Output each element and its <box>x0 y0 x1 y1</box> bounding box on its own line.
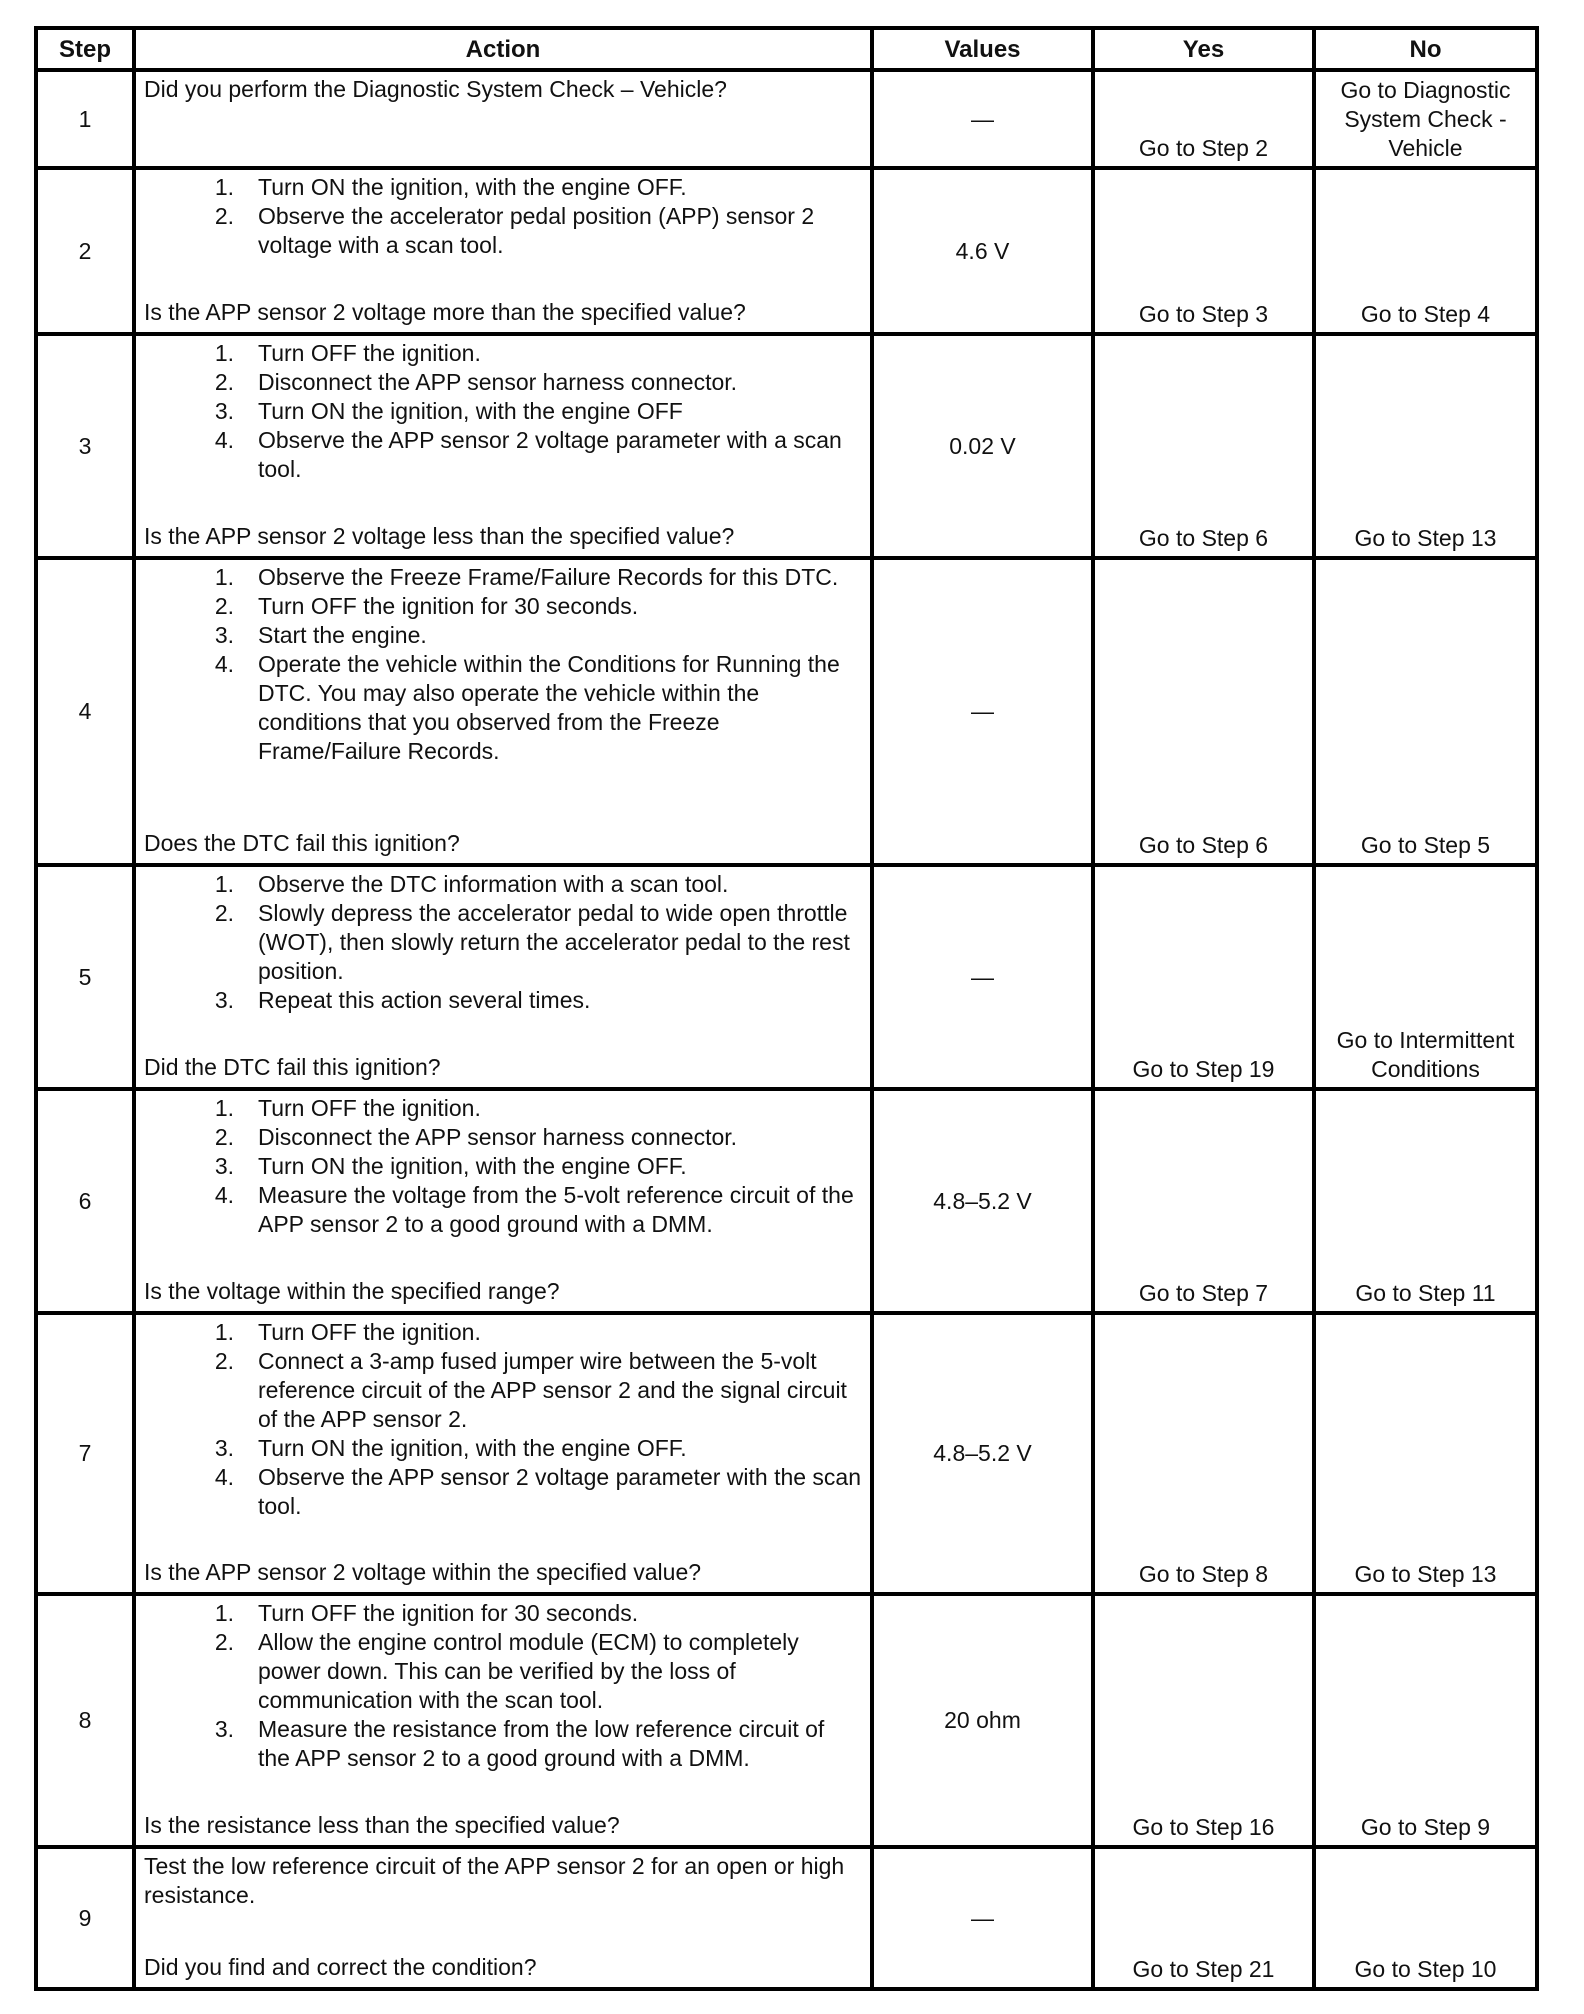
list-item-text: Turn ON the ignition, with the engine OFF. <box>258 174 687 200</box>
step-number: 2 <box>36 168 134 334</box>
list-item-number: 3. <box>214 987 234 1013</box>
header-step: Step <box>36 28 134 70</box>
action-steps-list <box>144 1318 862 1521</box>
list-item <box>144 563 862 592</box>
action-steps-list <box>144 563 862 766</box>
list-item-number: 1. <box>214 871 234 897</box>
list-item-number: 4. <box>214 427 234 453</box>
list-item <box>144 621 862 650</box>
specified-value: — <box>872 558 1093 865</box>
action-cell <box>134 1089 872 1313</box>
list-item-number: 4. <box>214 1464 234 1490</box>
action-question: Is the resistance less than the specified value? <box>144 1812 620 1838</box>
table-row <box>36 558 1537 865</box>
no-result-text: Go to Diagnostic System Check - Vehicle <box>1340 77 1511 161</box>
list-item-text: Measure the resistance from the low reference circuit of the APP sensor 2 to a good ground with a DMM. <box>258 1716 825 1771</box>
list-item <box>144 592 862 621</box>
list-item-text: Turn OFF the ignition. <box>258 340 481 366</box>
yes-result-text: Go to Step 19 <box>1132 1056 1275 1082</box>
list-item-text: Observe the APP sensor 2 voltage parameter with the scan tool. <box>258 1464 862 1519</box>
list-item-number: 1. <box>214 1319 234 1345</box>
no-result-text: Go to Step 13 <box>1354 1561 1497 1587</box>
action-question: Is the APP sensor 2 voltage within the specified value? <box>144 1559 702 1585</box>
no-result-text: Go to Step 4 <box>1360 301 1491 327</box>
list-item-text: Turn OFF the ignition for 30 seconds. <box>258 593 639 619</box>
yes-result <box>1093 558 1314 865</box>
list-item <box>144 426 862 484</box>
step-number: 8 <box>36 1594 134 1847</box>
specified-value: — <box>872 70 1093 168</box>
no-result <box>1314 70 1537 168</box>
list-item-number: 3. <box>214 622 234 648</box>
list-item-number: 2. <box>214 1629 234 1655</box>
action-instruction: Test the low reference circuit of the APP sensor 2 for an open or high resistance. <box>144 1853 845 1908</box>
step-number: 4 <box>36 558 134 865</box>
yes-result <box>1093 70 1314 168</box>
no-result <box>1314 168 1537 334</box>
list-item <box>144 1628 862 1715</box>
list-item <box>144 650 862 766</box>
header-values: Values <box>872 28 1093 70</box>
action-steps-list <box>144 870 862 1015</box>
table-row <box>36 1594 1537 1847</box>
yes-result <box>1093 168 1314 334</box>
list-item <box>144 173 862 202</box>
list-item-text: Observe the accelerator pedal position (APP) sensor 2 voltage with a scan tool. <box>258 203 815 258</box>
no-result-text: Go to Step 11 <box>1355 1280 1496 1306</box>
action-steps-list <box>144 339 862 484</box>
list-item-text: Turn OFF the ignition for 30 seconds. <box>258 1600 639 1626</box>
header-yes: Yes <box>1093 28 1314 70</box>
list-item-number: 2. <box>214 1124 234 1150</box>
list-item-number: 1. <box>214 174 234 200</box>
step-number: 6 <box>36 1089 134 1313</box>
list-item-text: Slowly depress the accelerator pedal to wide open throttle (WOT), then slowly return the accelerator pedal to the rest position. <box>258 900 850 984</box>
list-item-number: 4. <box>214 1182 234 1208</box>
no-result <box>1314 1594 1537 1847</box>
no-result <box>1314 1847 1537 1989</box>
list-item-number: 1. <box>214 564 234 590</box>
list-item <box>144 899 862 986</box>
yes-result-text: Go to Step 2 <box>1138 135 1269 161</box>
action-steps-list <box>144 1599 862 1773</box>
list-item-text: Observe the Freeze Frame/Failure Records for this DTC. <box>258 564 839 590</box>
specified-value: 20 ohm <box>872 1594 1093 1847</box>
yes-result <box>1093 1089 1314 1313</box>
specified-value: 4.8–5.2 V <box>872 1089 1093 1313</box>
list-item-number: 3. <box>214 1153 234 1179</box>
action-cell <box>134 1847 872 1989</box>
list-item <box>144 1599 862 1628</box>
step-number: 7 <box>36 1313 134 1594</box>
table-row <box>36 1847 1537 1989</box>
no-result <box>1314 1313 1537 1594</box>
list-item-number: 4. <box>214 651 234 677</box>
action-cell <box>134 70 872 168</box>
list-item-text: Turn ON the ignition, with the engine OFF <box>258 398 683 424</box>
list-item <box>144 1181 862 1239</box>
specified-value: 0.02 V <box>872 334 1093 558</box>
action-question: Is the APP sensor 2 voltage less than the specified value? <box>144 523 735 549</box>
list-item-text: Observe the DTC information with a scan tool. <box>258 871 729 897</box>
header-row <box>36 28 1537 70</box>
yes-result-text: Go to Step 16 <box>1132 1814 1275 1840</box>
list-item <box>144 397 862 426</box>
list-item-text: Turn OFF the ignition. <box>258 1095 481 1121</box>
specified-value: — <box>872 865 1093 1089</box>
list-item <box>144 339 862 368</box>
table-row <box>36 168 1537 334</box>
step-number: 9 <box>36 1847 134 1989</box>
table-row <box>36 1313 1537 1594</box>
table-row <box>36 1089 1537 1313</box>
yes-result <box>1093 1313 1314 1594</box>
specified-value: 4.6 V <box>872 168 1093 334</box>
list-item-text: Repeat this action several times. <box>258 987 591 1013</box>
action-cell <box>134 168 872 334</box>
action-instruction: Did you perform the Diagnostic System Check – Vehicle? <box>144 76 727 102</box>
table-row <box>36 865 1537 1089</box>
no-result-text: Go to Step 5 <box>1360 832 1491 858</box>
action-cell <box>134 1313 872 1594</box>
no-result-text: Go to Intermittent Conditions <box>1336 1027 1515 1082</box>
yes-result-text: Go to Step 3 <box>1138 301 1269 327</box>
list-item-text: Measure the voltage from the 5-volt reference circuit of the APP sensor 2 to a good ground with a DMM. <box>258 1182 854 1237</box>
list-item <box>144 986 862 1015</box>
list-item-number: 2. <box>214 369 234 395</box>
yes-result-text: Go to Step 7 <box>1138 1280 1269 1306</box>
yes-result <box>1093 334 1314 558</box>
action-cell <box>134 334 872 558</box>
no-result-text: Go to Step 9 <box>1360 1814 1491 1840</box>
no-result-text: Go to Step 10 <box>1354 1956 1497 1982</box>
list-item-text: Start the engine. <box>258 622 427 648</box>
list-item-number: 3. <box>214 1435 234 1461</box>
table-row <box>36 70 1537 168</box>
no-result <box>1314 558 1537 865</box>
list-item-text: Turn ON the ignition, with the engine OFF. <box>258 1153 687 1179</box>
list-item-text: Disconnect the APP sensor harness connector. <box>258 1124 738 1150</box>
list-item <box>144 870 862 899</box>
action-steps-list <box>144 1094 862 1239</box>
list-item <box>144 1434 862 1463</box>
specified-value: — <box>872 1847 1093 1989</box>
step-number: 3 <box>36 334 134 558</box>
action-cell <box>134 1594 872 1847</box>
table-row <box>36 334 1537 558</box>
action-steps-list <box>144 173 862 260</box>
list-item <box>144 1715 862 1773</box>
list-item-text: Allow the engine control module (ECM) to completely power down. This can be verified by the loss of communication with the scan tool. <box>258 1629 799 1713</box>
action-question: Is the voltage within the specified range? <box>144 1278 560 1304</box>
header-action: Action <box>134 28 872 70</box>
list-item-text: Connect a 3-amp fused jumper wire between the 5-volt reference circuit of the APP sensor 2 and the signal circuit of the APP sensor 2. <box>258 1348 847 1432</box>
list-item-text: Observe the APP sensor 2 voltage parameter with a scan tool. <box>258 427 842 482</box>
specified-value: 4.8–5.2 V <box>872 1313 1093 1594</box>
list-item-text: Turn OFF the ignition. <box>258 1319 481 1345</box>
no-result <box>1314 865 1537 1089</box>
list-item-number: 1. <box>214 1095 234 1121</box>
diagnostic-table <box>34 26 1539 1991</box>
no-result <box>1314 334 1537 558</box>
yes-result-text: Go to Step 8 <box>1138 1561 1269 1587</box>
list-item-number: 3. <box>214 1716 234 1742</box>
yes-result-text: Go to Step 21 <box>1132 1956 1275 1982</box>
list-item <box>144 1152 862 1181</box>
action-question: Did the DTC fail this ignition? <box>144 1054 441 1080</box>
list-item-number: 3. <box>214 398 234 424</box>
step-number: 1 <box>36 70 134 168</box>
action-question: Is the APP sensor 2 voltage more than the specified value? <box>144 299 746 325</box>
list-item-number: 2. <box>214 593 234 619</box>
no-result-text: Go to Step 13 <box>1354 525 1497 551</box>
list-item-number: 2. <box>214 1348 234 1374</box>
action-cell <box>134 865 872 1089</box>
list-item-text: Turn ON the ignition, with the engine OFF. <box>258 1435 687 1461</box>
yes-result <box>1093 1594 1314 1847</box>
list-item-number: 2. <box>214 203 234 229</box>
list-item <box>144 1463 862 1521</box>
list-item <box>144 1318 862 1347</box>
list-item-number: 1. <box>214 1600 234 1626</box>
list-item <box>144 368 862 397</box>
action-cell <box>134 558 872 865</box>
action-question: Did you find and correct the condition? <box>144 1954 537 1980</box>
list-item-text: Disconnect the APP sensor harness connector. <box>258 369 738 395</box>
list-item-number: 1. <box>214 340 234 366</box>
list-item <box>144 1347 862 1434</box>
yes-result-text: Go to Step 6 <box>1138 525 1269 551</box>
no-result <box>1314 1089 1537 1313</box>
yes-result <box>1093 1847 1314 1989</box>
yes-result-text: Go to Step 6 <box>1138 832 1269 858</box>
yes-result <box>1093 865 1314 1089</box>
list-item <box>144 202 862 260</box>
list-item <box>144 1123 862 1152</box>
list-item-text: Operate the vehicle within the Conditions for Running the DTC. You may also operate the vehicle within the conditions that you observed from the Freeze Frame/Failure Records. <box>258 651 840 764</box>
list-item <box>144 1094 862 1123</box>
action-question: Does the DTC fail this ignition? <box>144 830 460 856</box>
header-no: No <box>1314 28 1537 70</box>
step-number: 5 <box>36 865 134 1089</box>
list-item-number: 2. <box>214 900 234 926</box>
